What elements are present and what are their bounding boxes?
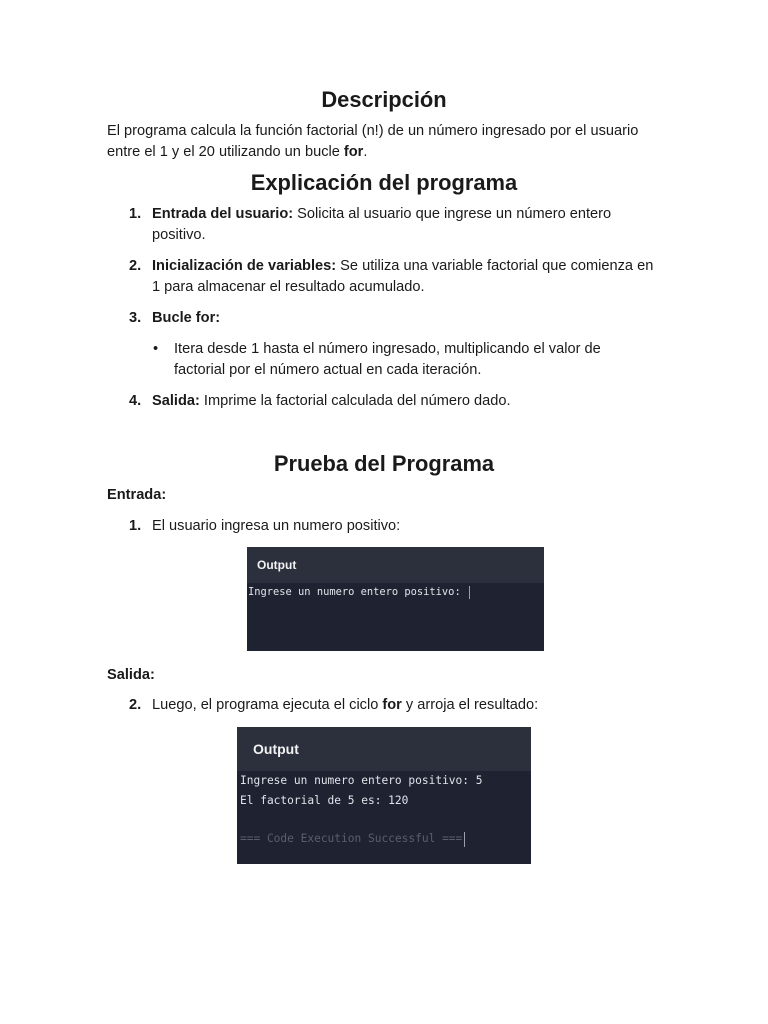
console-line: El factorial de 5 es: 120	[240, 793, 409, 807]
entrada-label: Entrada:	[107, 487, 167, 503]
descripcion-bold-for: for	[343, 143, 364, 160]
item-bold-for: for	[382, 697, 402, 713]
explicacion-item-1	[129, 204, 659, 245]
bullet-dot-icon: •	[153, 341, 159, 357]
console-title-bar	[237, 727, 531, 771]
item-number: 4.	[129, 393, 142, 409]
entrada-item-1	[129, 516, 659, 537]
item-text: Luego, el programa ejecuta el ciclo	[152, 697, 383, 713]
console-line	[247, 585, 544, 599]
item-text: Se utiliza una variable factorial que comienza en 1 para almacenar el resultado acumulado.	[152, 258, 654, 295]
bullet-text: Itera desde 1 hasta el número ingresado, multiplicando el valor de factorial por el número actual en cada iteración.	[174, 341, 601, 378]
descripcion-heading: Descripción	[321, 87, 447, 112]
item-number: 1.	[129, 518, 142, 534]
item-bold-label: Entrada del usuario:	[152, 206, 294, 222]
item-bold-label: Bucle for:	[152, 310, 221, 326]
item-text: El usuario ingresa un numero positivo:	[152, 518, 401, 534]
explicacion-item-2	[129, 256, 659, 297]
explicacion-bullet	[153, 339, 623, 380]
console-title: Output	[257, 557, 297, 572]
item-number: 2.	[129, 258, 142, 274]
text-cursor-icon	[464, 832, 465, 847]
console-output-input	[247, 547, 544, 651]
console-output-result	[237, 727, 531, 864]
item-bold-label: Inicialización de variables:	[152, 258, 337, 274]
console-title-bar	[247, 547, 544, 583]
item-bold-label: Salida:	[152, 393, 200, 409]
console-line: Ingrese un numero entero positivo: 5	[240, 774, 483, 787]
text-cursor-icon	[469, 586, 470, 599]
console-title: Output	[253, 740, 299, 757]
console-status-line	[237, 829, 531, 849]
salida-label: Salida:	[107, 667, 155, 683]
item-number: 1.	[129, 206, 142, 222]
prueba-heading: Prueba del Programa	[273, 451, 495, 476]
explicacion-item-3	[129, 308, 659, 329]
descripcion-paragraph	[107, 121, 667, 162]
item-number: 2.	[129, 697, 142, 713]
explicacion-item-4	[129, 391, 659, 412]
item-text: Solicita al usuario que ingrese un número entero positivo.	[152, 206, 612, 243]
item-text: Imprime la factorial calculada del número dado.	[199, 393, 511, 409]
console-blank-line	[237, 810, 531, 829]
explicacion-heading: Explicación del programa	[250, 170, 518, 195]
descripcion-period: .	[363, 143, 368, 160]
descripcion-text: El programa calcula la función factorial (n!) de un número ingresado por el usuario entre el 1 y el 20 utilizando un bucle	[107, 123, 639, 160]
salida-item-2	[129, 695, 659, 716]
item-text-end: y arroja el resultado:	[401, 697, 539, 713]
execution-status-text: === Code Execution Successful ===	[240, 832, 463, 845]
item-number: 3.	[129, 310, 142, 326]
console-prompt-text: Ingrese un numero entero positivo:	[248, 586, 467, 598]
